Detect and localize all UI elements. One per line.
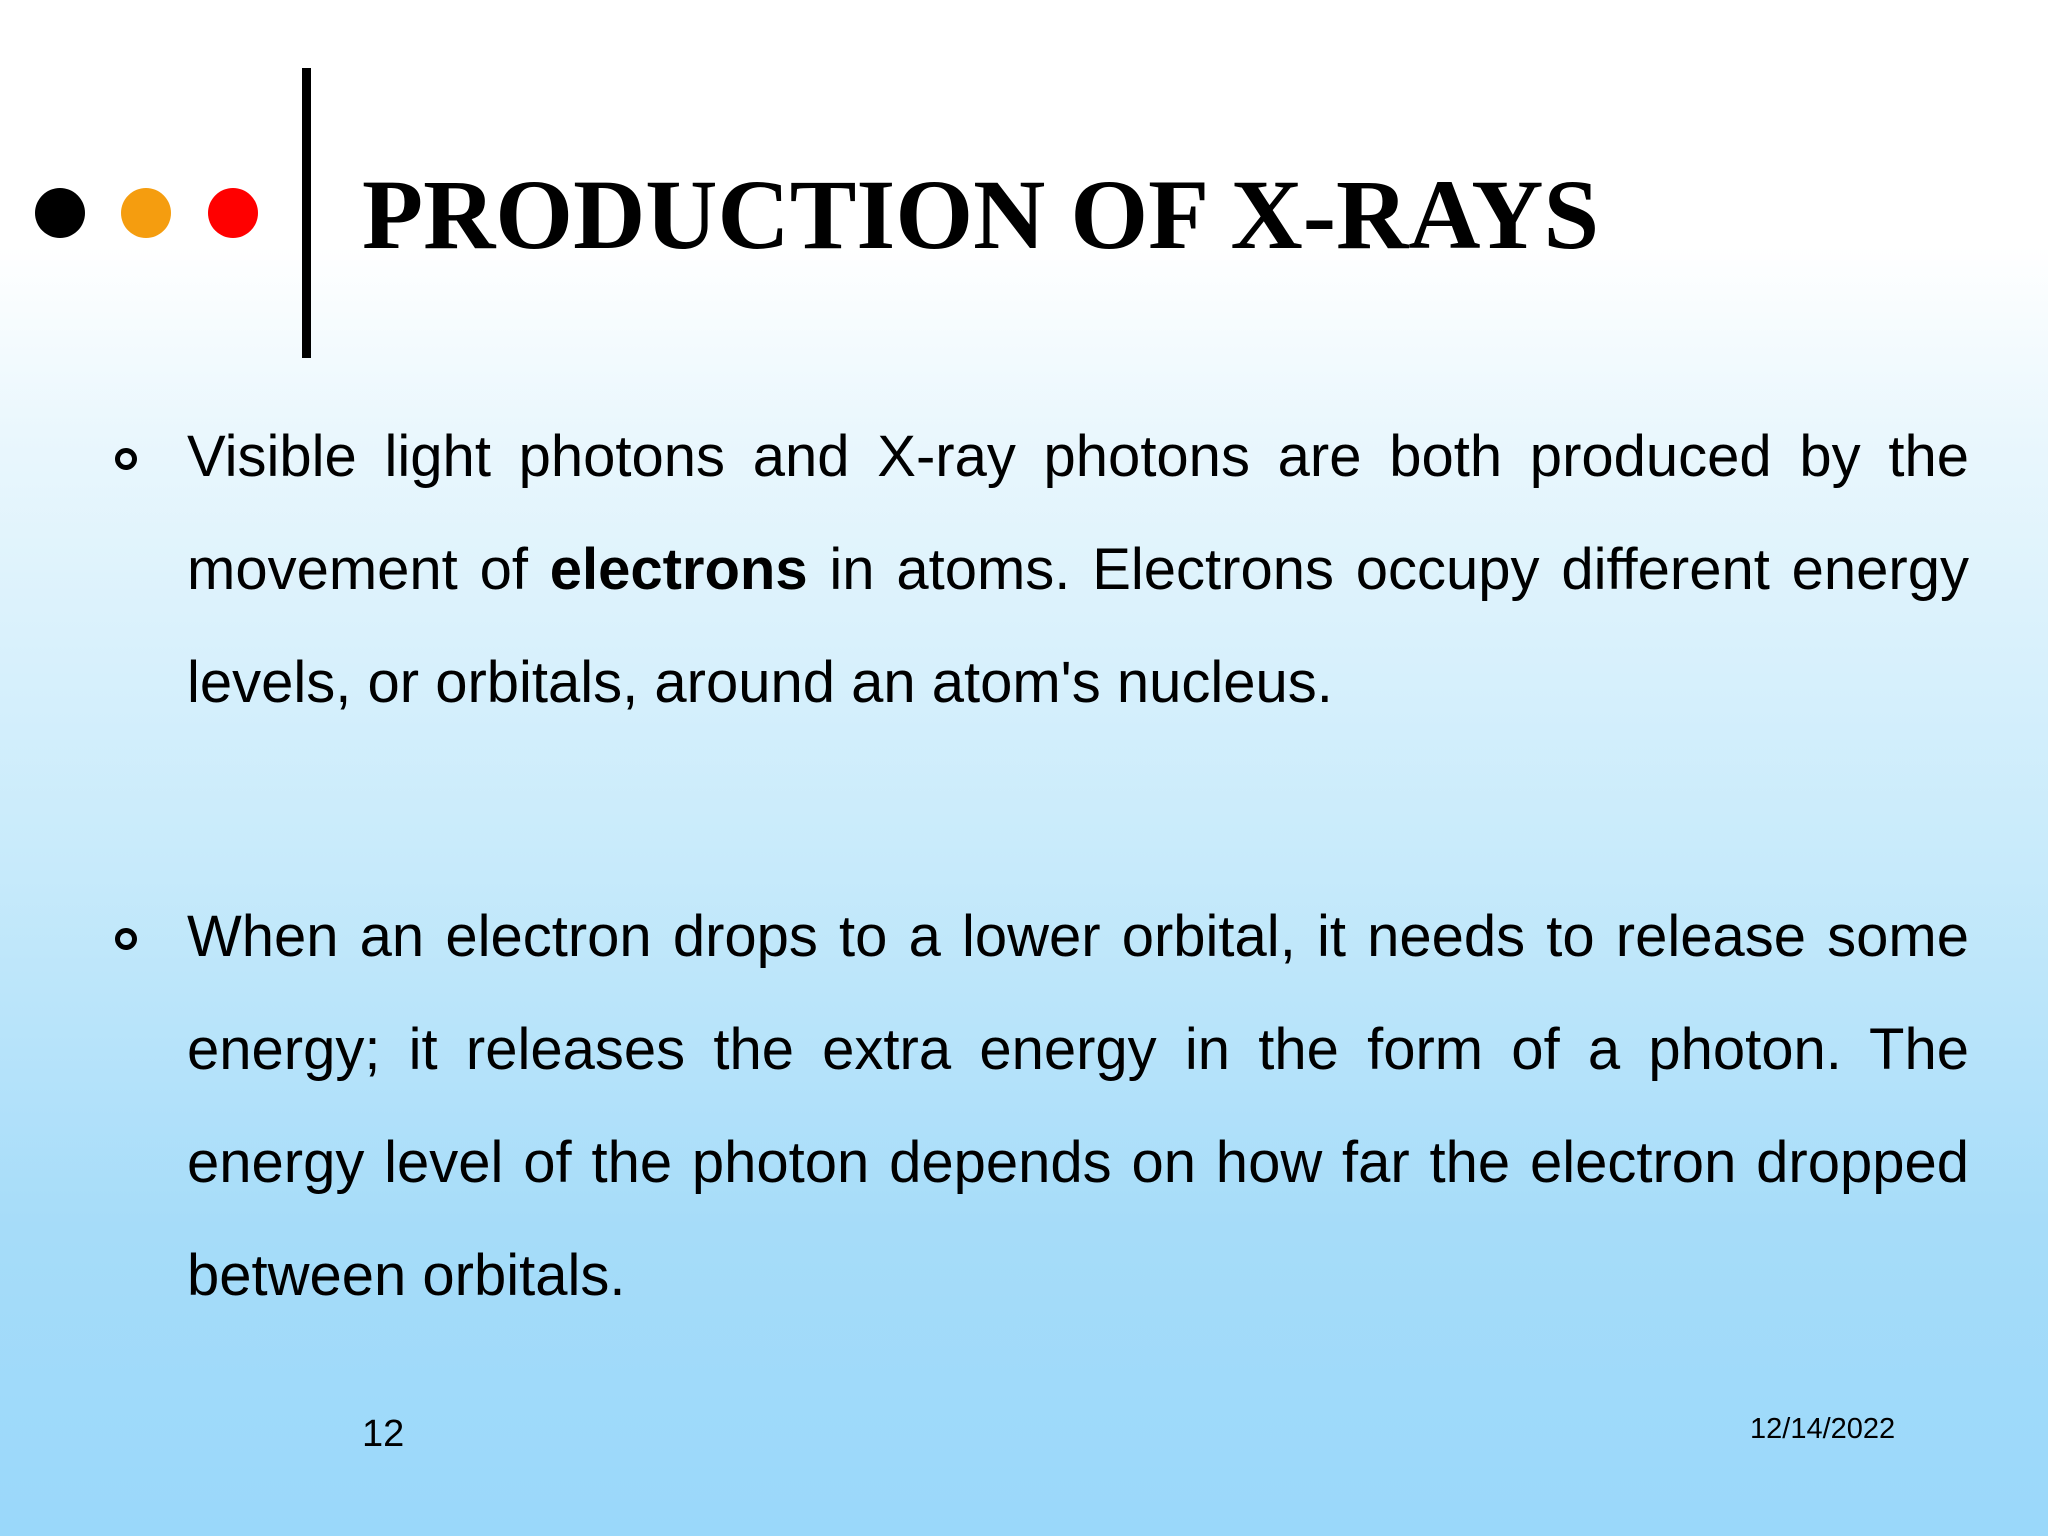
slide-date: 12/14/2022 — [1750, 1413, 1896, 1445]
bullet-paragraph-2: When an electron drops to a lower orbital, it needs to release some energy; it releases the extra energy in the form of a photon. The energy level of the photon depends on how far the electron dropped between orbitals. — [187, 904, 1969, 1308]
bullet-circle-icon — [115, 928, 137, 950]
bullet-circle-icon — [115, 448, 137, 470]
black-dot-icon — [35, 188, 85, 238]
bullet-1-text-start: Visible light photons and X-ray photons are both produced by the movement of — [187, 424, 1969, 602]
bullet-1-bold-term: electrons — [549, 537, 808, 602]
page-number: 12 — [362, 1413, 405, 1455]
bullet-1-text-end: in atoms. Electrons occupy different energy levels, or orbitals, around an atom's nucleus. — [187, 537, 1969, 715]
slide-title: PRODUCTION OF X-RAYS — [362, 159, 1600, 270]
red-dot-icon — [208, 188, 258, 238]
bullet-paragraph-1 — [187, 400, 1969, 739]
title-divider — [302, 68, 311, 358]
orange-dot-icon — [121, 188, 171, 238]
